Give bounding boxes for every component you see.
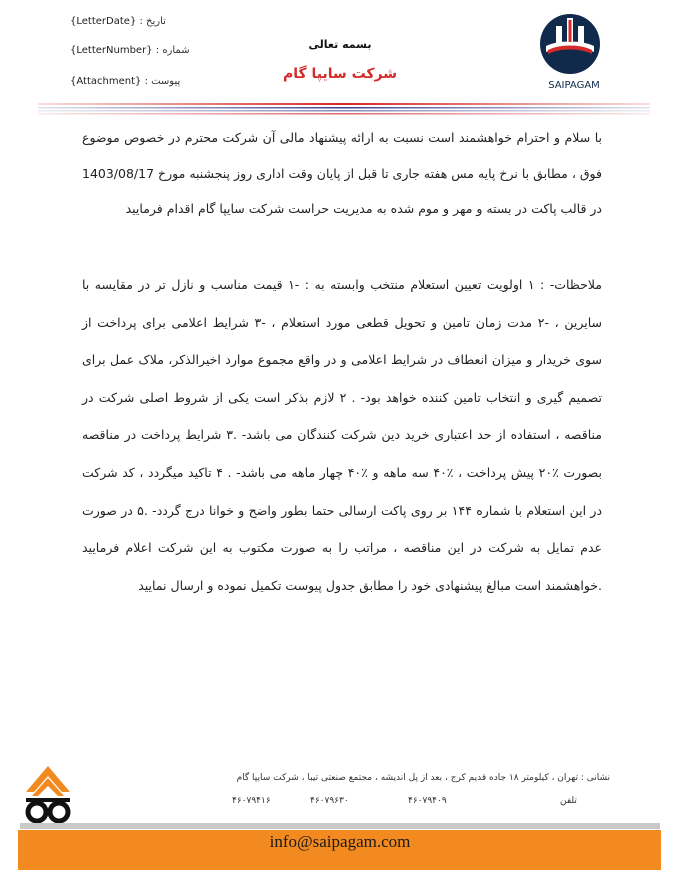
footer-address: نشانی : تهران ، کیلومتر ۱۸ جاده قدیم کرج ، بعد از پل اندیشه ، مجتمع صنعتی تیبا ، شرکت سایپا گام [236, 773, 610, 783]
letter-body [82, 120, 602, 227]
saipagam-logo [538, 12, 602, 76]
date-label: تاریخ : [139, 16, 166, 27]
company-name: شرکت سایپا گام [282, 66, 398, 82]
letter-date-field [70, 16, 166, 27]
number-label: شماره : [155, 45, 190, 56]
footer-phone: ۴۶۰۷۹۴۰۹ [408, 796, 447, 806]
footer-divider [20, 823, 660, 829]
number-value: {LetterNumber} [70, 45, 153, 56]
body-paragraph-intro: با سلام و احترام خواهشمند است نسبت به ارائه پیشنهاد مالی آن شرکت محترم در خصوص موضوع فوق ، مطابق با نرخ پایه مس هفته جاری تا قبل از پایان وقت اداری روز پنجشنبه مورخ 1403/08/17 در قالب پاکت در بسته و مهر و موم شده به مدیریت حراست شرکت سایپا گام اقدام فرمایید [82, 130, 602, 216]
footer-email-link[interactable]: info@saipagam.com [269, 832, 411, 851]
header-divider [38, 101, 650, 115]
footer-logo [22, 762, 74, 832]
attachment-value: {Attachment} [70, 76, 142, 87]
footer-phone: ۴۶۰۷۹۴۱۶ [232, 796, 271, 806]
date-value: {LetterDate} [70, 16, 137, 27]
footer-phone-label: تلفن [560, 796, 577, 806]
footer-phone: ۴۶۰۷۹۶۳۰ [310, 796, 349, 806]
body-paragraph-notes: ملاحظات- : ۱ اولویت تعیین استعلام منتخب وابسته به : -۱ قیمت مناسب و نازل تر در مقایسه با سایرین ، -۲ مدت زمان تامین و تحویل قطعی مورد استعلام ، -۳ شرایط اعلامی برای پرداخت از سوی خریدار و میزان انعطاف در شرایط اعلامی و در واقع مجموع موارد اخیرالذکر، ملاک عمل برای تصمیم گیری و انتخاب تامین کننده خواهد بود- . ۲ لازم بذکر است یکی از شروط اصلی شرکت در مناقصه ، استفاده از حد اعتباری خرید دین شرکت کنندگان می باشد- .۳ شرایط پرداخت در مناقصه بصورت ٪۲۰ پیش پرداخت ، ٪۴۰ سه ماهه و ٪۴۰ چهار ماهه می باشد- . ۴ تاکید میگردد ، کد شرکت در این استعلام با شماره ۱۴۴ بر روی پاکت ارسالی حتما بطور واضح و خوانا درج گردد- .۵ در صورت عدم تمایل به شرکت در این مناقصه ، مراتب را به صورت مکتوب به این شرکت اعلام فرمایید .خواهشمند است مبالغ پیشنهادی خود را مطابق جدول پیوست تکمیل نموده و ارسال نمایید [82, 277, 603, 593]
logo-wordmark: SAIPAGAM [548, 80, 600, 91]
basmala-heading: بسمه تعالی [308, 38, 372, 51]
attachment-label: پیوست : [144, 76, 181, 87]
